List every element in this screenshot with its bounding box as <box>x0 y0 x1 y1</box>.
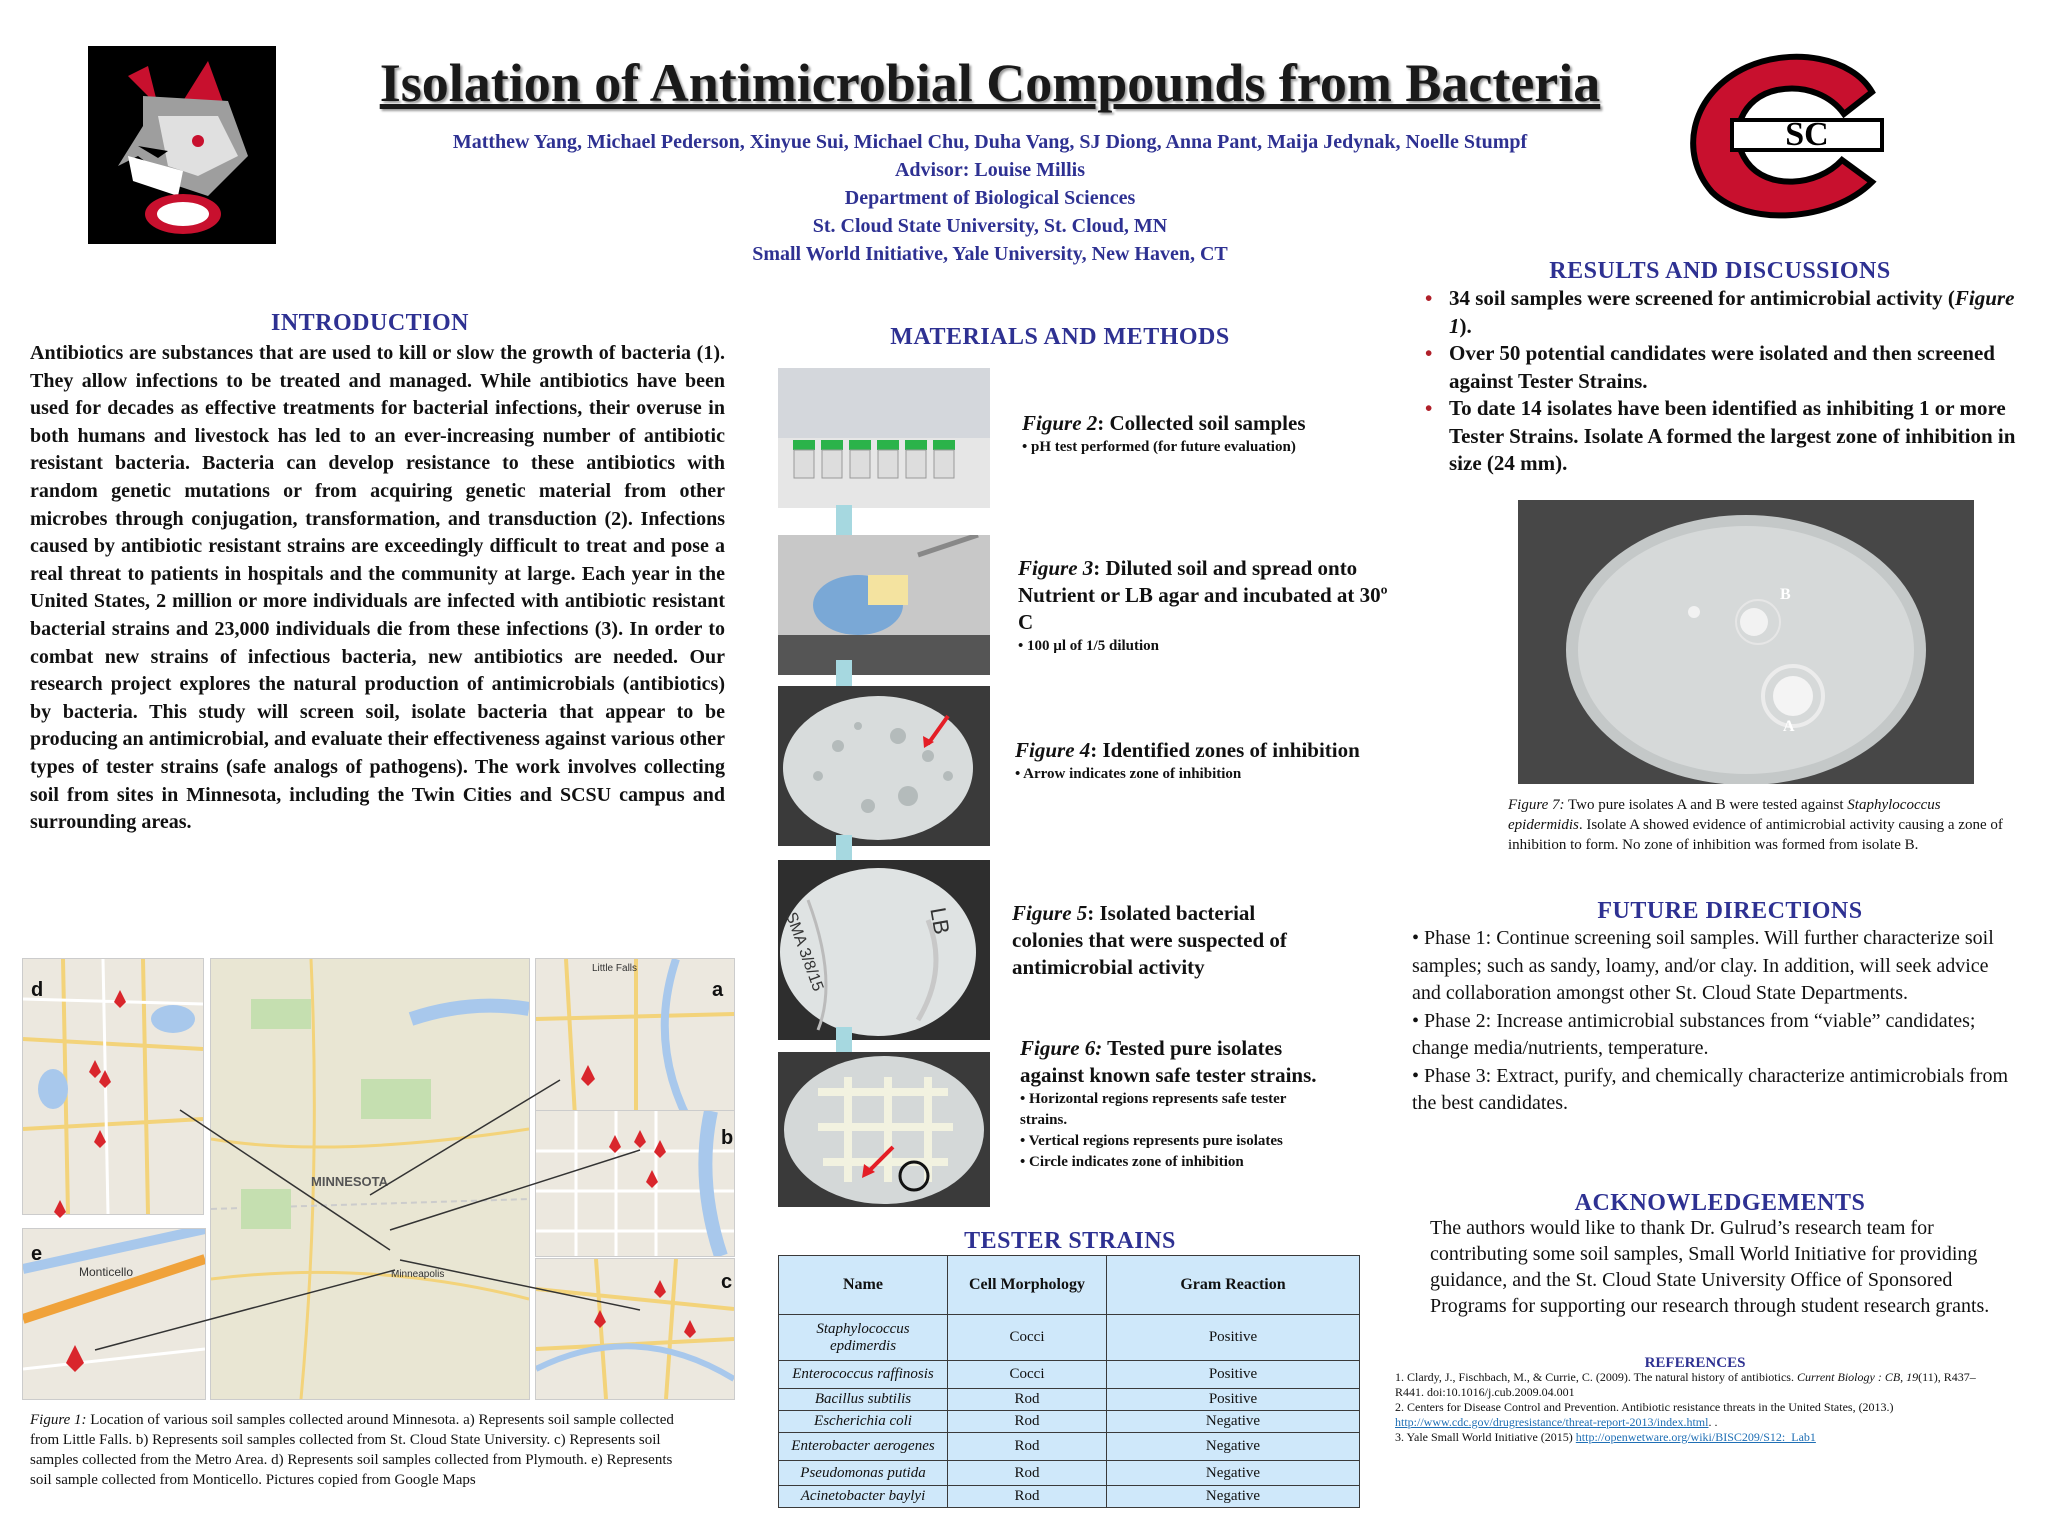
col-gram-reaction: Gram Reaction <box>1107 1256 1360 1315</box>
poster-authors-block <box>300 128 1680 268</box>
tester-strains-table <box>778 1255 1360 1508</box>
result-text: Over 50 potential candidates were isolated and then screened against Tester Strains. <box>1449 341 1995 393</box>
strain-morphology: Cocci <box>948 1315 1107 1361</box>
strain-name: Acinetobacter baylyi <box>779 1486 948 1508</box>
reference-2 <box>1395 1400 1995 1430</box>
map-label-d: d <box>31 979 44 1001</box>
result-text: To date 14 isolates have been identified as inhibiting 1 or more Tester Strains. Isolate A formed the largest zone of inhibition in size (24 mm). <box>1449 396 2016 475</box>
tester-strains-heading: TESTER STRAINS <box>964 1228 1176 1254</box>
list-item: • Phase 2: Increase antimicrobial substances from “viable” candidates; change media/nutrients, temperature. <box>1412 1009 1976 1059</box>
figure6-bullet-2: • Vertical regions represents pure isolates <box>1020 1133 1283 1149</box>
figure7-label: Figure 7: <box>1508 797 1565 813</box>
result-tail: ). <box>1459 313 1472 338</box>
strain-morphology: Rod <box>948 1461 1107 1486</box>
figure3-photo <box>778 535 990 675</box>
strain-morphology: Rod <box>948 1411 1107 1433</box>
list-item: • Phase 1: Continue screening soil samples. Will further characterize soil samples; such as sandy, loamy, and/or clay. In addition, will seek advice and collaboration amongst other St. Cloud State Departments. <box>1412 927 1994 1004</box>
figure5-label: Figure 5 <box>1012 901 1088 925</box>
bullet-icon: • <box>1425 396 1433 420</box>
strain-gram: Positive <box>1107 1315 1360 1361</box>
figure6-bullet-1: • Horizontal regions represents safe tester strains. <box>1020 1091 1287 1128</box>
figure1-caption <box>30 1410 680 1490</box>
references-list <box>1395 1370 1995 1445</box>
authors: Matthew Yang, Michael Pederson, Xinyue Sui, Michael Chu, Duha Vang, SJ Diong, Anna Pant, Maija Jedynak, Noelle Stumpf <box>452 131 1528 153</box>
figure6-caption <box>1020 1035 1320 1173</box>
table-row <box>779 1361 1360 1389</box>
minneapolis-label: Minneapolis <box>391 1269 445 1280</box>
strain-gram: Positive <box>1107 1389 1360 1411</box>
figure5-title: : Isolated bacterial colonies that were suspected of antimicrobial activity <box>1012 901 1287 979</box>
strain-gram: Negative <box>1107 1433 1360 1461</box>
map-label-e: e <box>31 1243 43 1265</box>
husky-logo <box>88 46 276 244</box>
table-row <box>779 1486 1360 1508</box>
strain-name: Escherichia coli <box>779 1411 948 1433</box>
initiative: Small World Initiative, Yale University, New Haven, CT <box>752 243 1228 265</box>
strain-morphology: Rod <box>948 1433 1107 1461</box>
university: St. Cloud State University, St. Cloud, MN <box>812 215 1168 237</box>
figure2-photo <box>778 368 990 508</box>
minnesota-label: MINNESOTA <box>311 1174 389 1189</box>
figure4-bullet: • Arrow indicates zone of inhibition <box>1015 766 1242 782</box>
figure4-photo <box>778 686 990 846</box>
acknowledgements-body: The authors would like to thank Dr. Gulrud’s research team for contributing some soil samples, Small World Initiative for providing guidance, and the St. Cloud State University Office of Sponsored Programs for supporting our research through student research grants. <box>1430 1217 1990 1317</box>
col-cell-morphology: Cell Morphology <box>948 1256 1107 1315</box>
strain-name: Bacillus subtilis <box>779 1389 948 1411</box>
figure7-text-1: Two pure isolates A and B were tested against <box>1564 797 1848 813</box>
list-item <box>1425 285 2025 340</box>
strain-gram: Negative <box>1107 1411 1360 1433</box>
table-row <box>779 1461 1360 1486</box>
strain-morphology: Cocci <box>948 1361 1107 1389</box>
references-heading: REFERENCES <box>1644 1355 1746 1371</box>
figure7-caption <box>1508 795 2008 855</box>
map-connector-lines <box>0 950 740 1410</box>
reference-2-text: 2. Centers for Disease Control and Prevention. Antibiotic resistance threats in the United States, (2013.) <box>1395 1400 1894 1414</box>
figure1-caption-text: Location of various soil samples collected around Minnesota. a) Represents soil sample collected from Little Falls. b) Represents soil samples collected from St. Cloud State University. c) Represents soil samples collected from the Metro Area. d) Represents soil samples collected from Plymouth. e) Represents soil sample collected from Monticello. Pictures copied from Google Maps <box>30 1412 674 1488</box>
results-list <box>1425 285 2025 478</box>
figure2-title: : Collected soil samples <box>1097 411 1306 435</box>
figure4-caption <box>1015 737 1415 785</box>
figure6-photo <box>778 1052 990 1207</box>
strain-morphology: Rod <box>948 1389 1107 1411</box>
figure3-title: : Diluted soil and spread onto Nutrient or LB agar and incubated at 30º C <box>1018 556 1388 634</box>
reference-3-text: 3. Yale Small World Initiative (2015) <box>1395 1430 1576 1444</box>
figure6-title: Tested pure isolates against known safe tester strains. <box>1020 1036 1317 1087</box>
reference-1-journal: Current Biology : CB, 19 <box>1796 1370 1919 1384</box>
future-heading: FUTURE DIRECTIONS <box>1597 898 1863 924</box>
strain-morphology: Rod <box>948 1486 1107 1508</box>
strain-gram: Negative <box>1107 1486 1360 1508</box>
table-row <box>779 1411 1360 1433</box>
list-item <box>1425 340 2025 395</box>
figure5-plate-text-left: SMA 3/8/15 <box>782 910 827 994</box>
strain-name: Enterobacter aerogenes <box>779 1433 948 1461</box>
plate-label-a: A <box>1783 718 1795 735</box>
reference-2-link[interactable]: http://www.cdc.gov/drugresistance/threat-report-2013/index.html <box>1395 1415 1709 1429</box>
figure7-photo <box>1518 500 1974 784</box>
table-row <box>779 1315 1360 1361</box>
map-label-b: b <box>721 1127 734 1149</box>
figure7-species: Staphylococcus epidermidis <box>1508 797 1941 833</box>
advisor: Advisor: Louise Millis <box>894 159 1085 181</box>
reference-1-tail: (11), R437–R441. doi:10.1016/j.cub.2009.04.001 <box>1395 1370 1976 1399</box>
list-item <box>1425 395 2025 478</box>
result-text: 34 soil samples were screened for antimicrobial activity ( <box>1449 286 1955 310</box>
table-row <box>779 1389 1360 1411</box>
strain-name: Enterococcus raffinosis <box>779 1361 948 1389</box>
strain-name: Pseudomonas putida <box>779 1461 948 1486</box>
figure6-label: Figure 6: <box>1020 1036 1103 1060</box>
figure5-caption <box>1012 900 1302 981</box>
figure5-photo <box>778 860 990 1040</box>
figure2-bullet: • pH test performed (for future evaluation) <box>1022 439 1296 455</box>
figure2-caption <box>1022 410 1352 458</box>
map-label-a: a <box>712 979 724 1001</box>
strain-gram: Negative <box>1107 1461 1360 1486</box>
figure4-label: Figure 4 <box>1015 738 1091 762</box>
col-name: Name <box>779 1256 948 1315</box>
figure3-caption <box>1018 555 1398 657</box>
list-item: • Phase 3: Extract, purify, and chemically characterize antimicrobials from the best candidates. <box>1412 1064 2009 1114</box>
methods-heading: MATERIALS AND METHODS <box>890 324 1230 350</box>
figure7-text-2: . Isolate A showed evidence of antimicrobial activity causing a zone of inhibition to form. No zone of inhibition was formed from isolate B. <box>1508 817 2003 853</box>
department: Department of Biological Sciences <box>844 187 1136 209</box>
future-list <box>1412 925 2022 1118</box>
plate-label-b: B <box>1780 586 1791 603</box>
acknowledgements-heading: ACKNOWLEDGEMENTS <box>1574 1190 1866 1216</box>
bullet-icon: • <box>1425 286 1433 310</box>
map-label-c: c <box>721 1271 733 1293</box>
poster-title: Isolation of Antimicrobial Compounds from Bacteria <box>379 53 1601 113</box>
reference-3-link[interactable]: http://openwetware.org/wiki/BISC209/S12:_Lab1 <box>1575 1430 1816 1444</box>
scsu-logo <box>1672 52 1902 222</box>
reference-1-text: 1. Clardy, J., Fischbach, M., & Currie, C. (2009). The natural history of antibiotics. <box>1395 1370 1797 1384</box>
scsu-logo-text: SC <box>1785 116 1829 153</box>
strain-gram: Positive <box>1107 1361 1360 1389</box>
little-falls-label: Little Falls <box>592 963 638 974</box>
figure3-bullet: • 100 µl of 1/5 dilution <box>1018 638 1159 654</box>
reference-2-tail: . . <box>1708 1415 1718 1429</box>
introduction-heading: INTRODUCTION <box>270 310 470 336</box>
table-header-row <box>779 1256 1360 1315</box>
result-fig-ref: Figure 1 <box>1449 286 2015 338</box>
figure2-label: Figure 2 <box>1022 411 1098 435</box>
strain-name: Staphylococcus epdimerdis <box>779 1315 948 1361</box>
figure5-plate-text-right: LB <box>925 905 955 937</box>
bullet-icon: • <box>1425 341 1433 365</box>
monticello-label: Monticello <box>79 1265 134 1279</box>
figure1-caption-lead: Figure 1: <box>30 1412 87 1428</box>
figure4-title: : Identified zones of inhibition <box>1090 738 1360 762</box>
reference-3 <box>1395 1430 1995 1445</box>
table-row <box>779 1433 1360 1461</box>
results-heading: RESULTS AND DISCUSSIONS <box>1549 258 1891 284</box>
figure3-label: Figure 3 <box>1018 556 1094 580</box>
reference-1 <box>1395 1370 1995 1400</box>
introduction-body: Antibiotics are substances that are used to kill or slow the growth of bacteria (1). They allow infections to be treated and managed. While antibiotics have been used for decades as effective treatments for bacterial infections, their overuse in both humans and livestock has led to an ever-increasing number of antibiotic resistant bacteria. Bacteria can develop resistance to these antibiotics with random genetic mutations or from acquiring genetic material from other microbes through conjugation, transformation, and transduction (2). Infections caused by antibiotic resistant strains are exceedingly difficult to treat and pose a real threat to patients in hospitals and the community at large. Each year in the United States, 2 million or more individuals are infected with antibiotic resistant bacterial strains and 23,000 individuals die from these infections (3). In order to combat new strains of infectious bacteria, new antibiotics are needed. Our research project explores the natural production of antimicrobials (antibiotics) by bacteria. This study will screen soil, isolate bacteria that appear to be producing an antimicrobial, and evaluate their effectiveness against various other types of tester strains (safe analogs of pathogens). The work involves collecting soil from sites in Minnesota, including the Twin Cities and SCSU campus and surrounding areas. <box>30 342 725 834</box>
figure6-bullet-3: • Circle indicates zone of inhibition <box>1020 1154 1244 1170</box>
